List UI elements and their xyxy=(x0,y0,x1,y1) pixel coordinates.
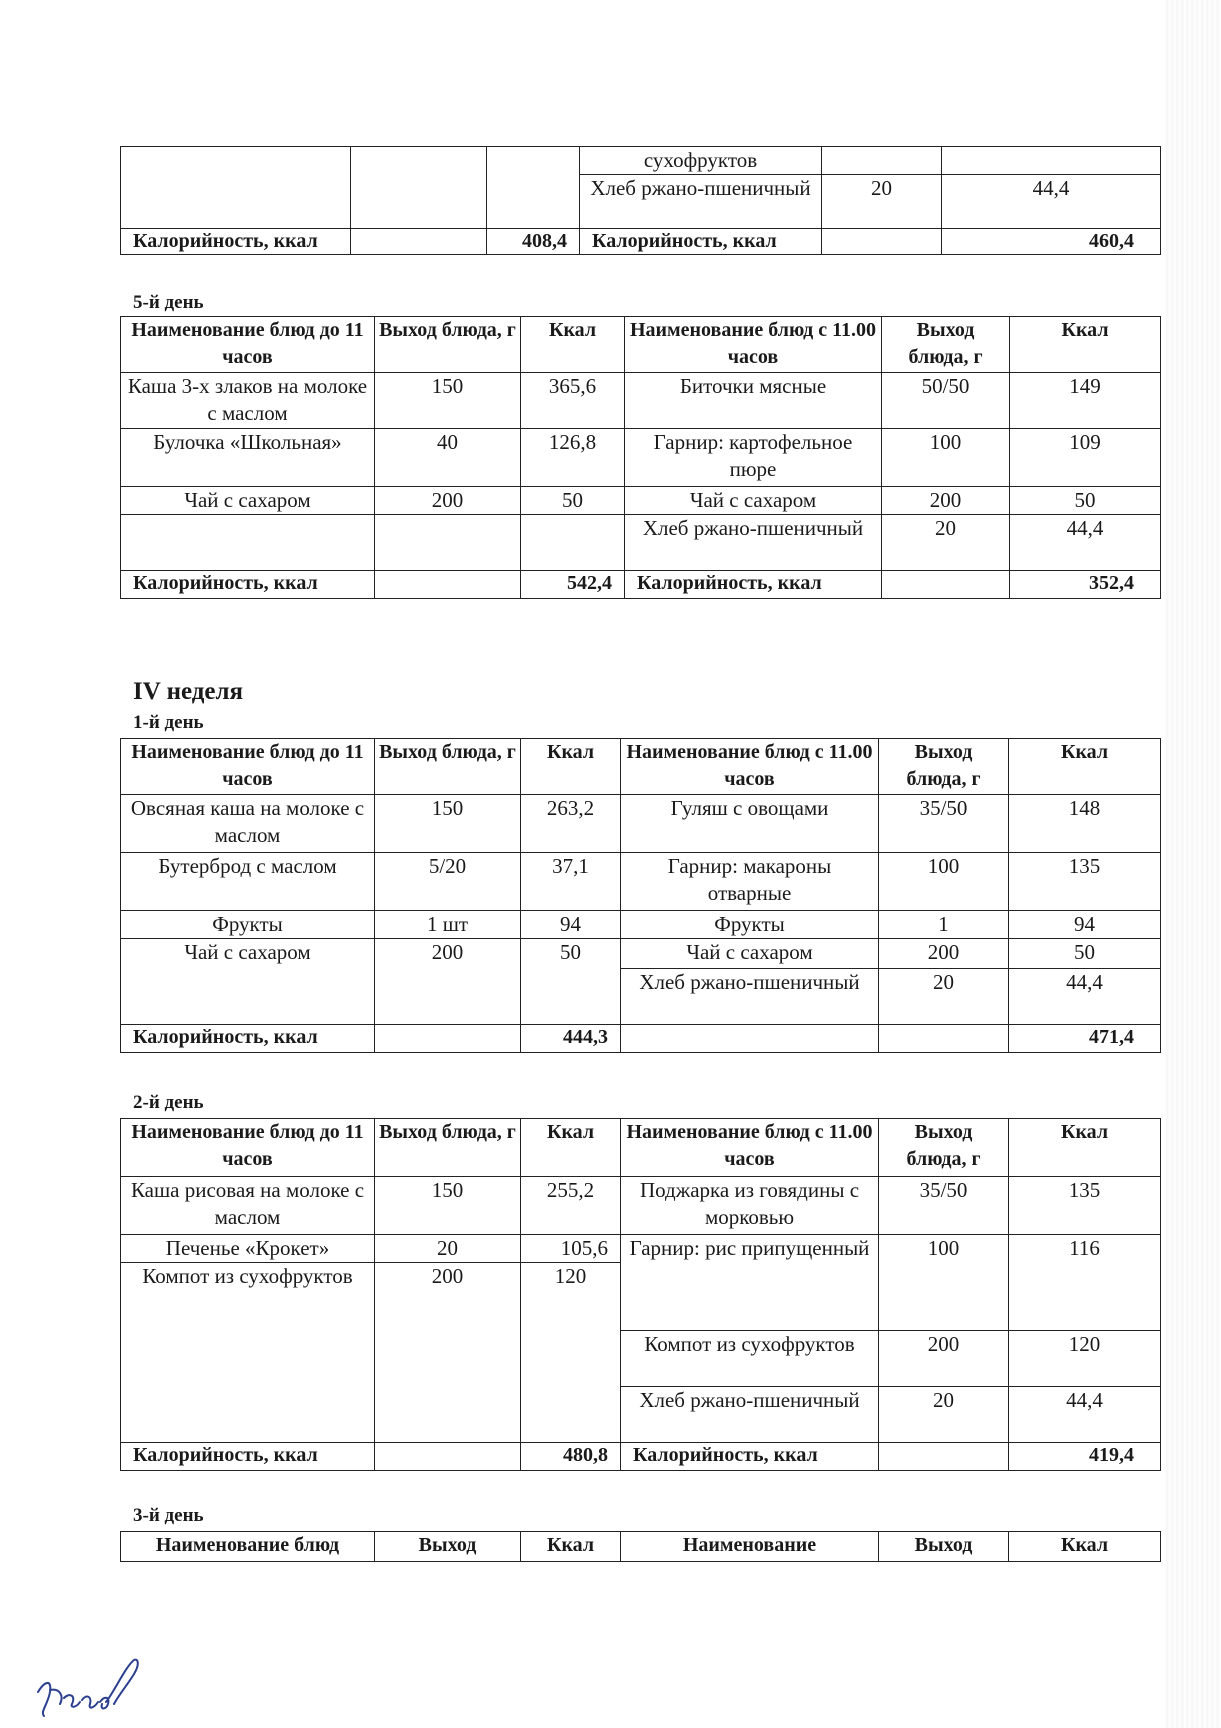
col-header: Выход блюда, г xyxy=(375,1119,521,1177)
col-header: Выход блюда, г xyxy=(879,1119,1009,1177)
header-row xyxy=(121,1532,1161,1562)
yield-value: 200 xyxy=(882,487,1010,515)
table-row xyxy=(121,1235,1161,1263)
kcal-value: 255,2 xyxy=(521,1177,621,1235)
table-row xyxy=(121,911,1161,939)
kcal-value: 105,6 xyxy=(521,1235,621,1263)
yield-value: 200 xyxy=(879,939,1009,969)
yield-value: 1 шт xyxy=(375,911,521,939)
col-header: Наименование блюд до 11 часов xyxy=(121,1119,375,1177)
dish-name: Каша 3-х злаков на молоке с маслом xyxy=(121,373,375,429)
total-label: Калорийность, ккал xyxy=(580,229,822,255)
menu-table xyxy=(120,1118,1161,1471)
table-row xyxy=(121,795,1161,853)
col-header: Выход блюда, г xyxy=(879,739,1009,795)
dish-name: Хлеб ржано-пшеничный xyxy=(580,175,822,229)
yield-value: 20 xyxy=(375,1235,521,1263)
total-value: 444,3 xyxy=(521,1025,621,1053)
col-header: Ккал xyxy=(521,739,621,795)
kcal-value: 109 xyxy=(1010,429,1161,487)
kcal-value: 120 xyxy=(1009,1331,1161,1387)
dish-name: Гарнир: картофельное пюре xyxy=(625,429,882,487)
header-row xyxy=(121,1119,1161,1177)
dish-name: Фрукты xyxy=(621,911,879,939)
dish-name: Гарнир: макароны отварные xyxy=(621,853,879,911)
col-header: Выход блюда, г xyxy=(375,739,521,795)
table-day5 xyxy=(120,316,1160,599)
total-value: 471,4 xyxy=(1009,1025,1161,1053)
total-value: 419,4 xyxy=(1009,1443,1161,1471)
kcal-value: 149 xyxy=(1010,373,1161,429)
kcal-value: 44,4 xyxy=(1009,969,1161,1025)
dish-name: Компот из сухофруктов xyxy=(621,1331,879,1387)
col-header: Ккал xyxy=(1009,739,1161,795)
yield-value: 20 xyxy=(882,515,1010,571)
yield-value: 40 xyxy=(375,429,521,487)
dish-name: Гарнир: рис припущенный xyxy=(621,1235,879,1331)
col-header: Выход блюда, г xyxy=(375,317,521,373)
total-value: 542,4 xyxy=(521,571,625,599)
table-row xyxy=(121,853,1161,911)
scan-edge xyxy=(1165,0,1221,1728)
yield-value: 20 xyxy=(822,175,942,229)
total-row xyxy=(121,229,1161,255)
dish-name: Булочка «Школьная» xyxy=(121,429,375,487)
kcal-value: 50 xyxy=(1009,939,1161,969)
dish-name: Поджарка из говядины с морковью xyxy=(621,1177,879,1235)
yield-value: 150 xyxy=(375,795,521,853)
table-row xyxy=(121,429,1161,487)
kcal-value: 148 xyxy=(1009,795,1161,853)
total-label: Калорийность, ккал xyxy=(621,1443,879,1471)
total-label: Калорийность, ккал xyxy=(121,229,351,255)
total-label: Калорийность, ккал xyxy=(121,1025,375,1053)
dish-name: Печенье «Крокет» xyxy=(121,1235,375,1263)
col-header: Наименование блюд с 11.00 часов xyxy=(625,317,882,373)
total-row xyxy=(121,571,1161,599)
kcal-value: 44,4 xyxy=(1010,515,1161,571)
col-header: Наименование блюд xyxy=(121,1532,375,1562)
yield-value: 200 xyxy=(375,1263,521,1443)
yield-value: 35/50 xyxy=(879,795,1009,853)
dish-name: Чай с сахаром xyxy=(625,487,882,515)
signature-image xyxy=(30,1652,150,1724)
kcal-value: 263,2 xyxy=(521,795,621,853)
kcal-value: 50 xyxy=(521,487,625,515)
dish-name: Биточки мясные xyxy=(625,373,882,429)
kcal-value: 365,6 xyxy=(521,373,625,429)
dish-name: Фрукты xyxy=(121,911,375,939)
dish-name: Хлеб ржано-пшеничный xyxy=(625,515,882,571)
yield-value: 1 xyxy=(879,911,1009,939)
dish-name: Компот из сухофруктов xyxy=(121,1263,375,1443)
yield-value: 100 xyxy=(882,429,1010,487)
col-header: Ккал xyxy=(521,317,625,373)
yield-value: 200 xyxy=(375,487,521,515)
kcal-value: 94 xyxy=(521,911,621,939)
header-row xyxy=(121,317,1161,373)
yield-value: 20 xyxy=(879,1387,1009,1443)
day-heading: 3-й день xyxy=(133,1505,204,1526)
kcal-value: 44,4 xyxy=(942,175,1161,229)
kcal-value: 135 xyxy=(1009,1177,1161,1235)
yield-value: 200 xyxy=(879,1331,1009,1387)
col-header: Ккал xyxy=(521,1119,621,1177)
dish-name: Бутерброд с маслом xyxy=(121,853,375,911)
yield-value: 100 xyxy=(879,853,1009,911)
yield-value: 200 xyxy=(375,939,521,1025)
menu-table xyxy=(120,1531,1161,1562)
kcal-value: 120 xyxy=(521,1263,621,1443)
table-day1 xyxy=(120,738,1160,1053)
total-value: 460,4 xyxy=(942,229,1161,255)
table-day2 xyxy=(120,1118,1160,1471)
table-row xyxy=(121,487,1161,515)
table-day3 xyxy=(120,1531,1160,1562)
col-header: Ккал xyxy=(1009,1532,1161,1562)
kcal-value: 126,8 xyxy=(521,429,625,487)
dish-name: Гуляш с овощами xyxy=(621,795,879,853)
col-header: Наименование блюд до 11 часов xyxy=(121,317,375,373)
table-row xyxy=(121,373,1161,429)
dish-name: Каша рисовая на молоке с маслом xyxy=(121,1177,375,1235)
kcal-value: 50 xyxy=(1010,487,1161,515)
week-heading: IV неделя xyxy=(133,678,244,705)
total-value: 480,8 xyxy=(521,1443,621,1471)
col-header: Наименование блюд с 11.00 часов xyxy=(621,739,879,795)
col-header: Выход xyxy=(375,1532,521,1562)
total-label: Калорийность, ккал xyxy=(121,571,375,599)
day-heading: 5-й день xyxy=(133,292,204,313)
col-header: Ккал xyxy=(521,1532,621,1562)
table-row xyxy=(121,515,1161,571)
yield-value: 50/50 xyxy=(882,373,1010,429)
yield-value: 100 xyxy=(879,1235,1009,1331)
table-row xyxy=(121,939,1161,969)
dish-name: сухофруктов xyxy=(580,147,822,175)
total-label: Калорийность, ккал xyxy=(121,1443,375,1471)
dish-name: Хлеб ржано-пшеничный xyxy=(621,1387,879,1443)
yield-value: 20 xyxy=(879,969,1009,1025)
col-header: Наименование xyxy=(621,1532,879,1562)
kcal-value: 116 xyxy=(1009,1235,1161,1331)
total-label: Калорийность, ккал xyxy=(625,571,882,599)
dish-name: Хлеб ржано-пшеничный xyxy=(621,969,879,1025)
kcal-value: 94 xyxy=(1009,911,1161,939)
col-header: Наименование блюд с 11.00 часов xyxy=(621,1119,879,1177)
dish-name: Овсяная каша на молоке с маслом xyxy=(121,795,375,853)
dish-name: Чай с сахаром xyxy=(121,487,375,515)
kcal-value: 50 xyxy=(521,939,621,1025)
col-header: Выход xyxy=(879,1532,1009,1562)
yield-value: 150 xyxy=(375,1177,521,1235)
total-value: 352,4 xyxy=(1010,571,1161,599)
table-row xyxy=(121,1177,1161,1235)
kcal-value: 37,1 xyxy=(521,853,621,911)
header-row xyxy=(121,739,1161,795)
yield-value: 150 xyxy=(375,373,521,429)
kcal-value: 135 xyxy=(1009,853,1161,911)
table-row xyxy=(121,147,1161,175)
total-row xyxy=(121,1025,1161,1053)
col-header: Ккал xyxy=(1010,317,1161,373)
total-value: 408,4 xyxy=(487,229,580,255)
col-header: Ккал xyxy=(1009,1119,1161,1177)
day-heading: 1-й день xyxy=(133,712,204,733)
yield-value: 35/50 xyxy=(879,1177,1009,1235)
menu-table xyxy=(120,146,1161,255)
yield-value: 5/20 xyxy=(375,853,521,911)
table-previous-day xyxy=(120,146,1160,255)
col-header: Выход блюда, г xyxy=(882,317,1010,373)
dish-name: Чай с сахаром xyxy=(621,939,879,969)
menu-table xyxy=(120,316,1161,599)
col-header: Наименование блюд до 11 часов xyxy=(121,739,375,795)
menu-table xyxy=(120,738,1161,1053)
dish-name: Чай с сахаром xyxy=(121,939,375,1025)
kcal-value: 44,4 xyxy=(1009,1387,1161,1443)
day-heading: 2-й день xyxy=(133,1092,204,1113)
total-row xyxy=(121,1443,1161,1471)
